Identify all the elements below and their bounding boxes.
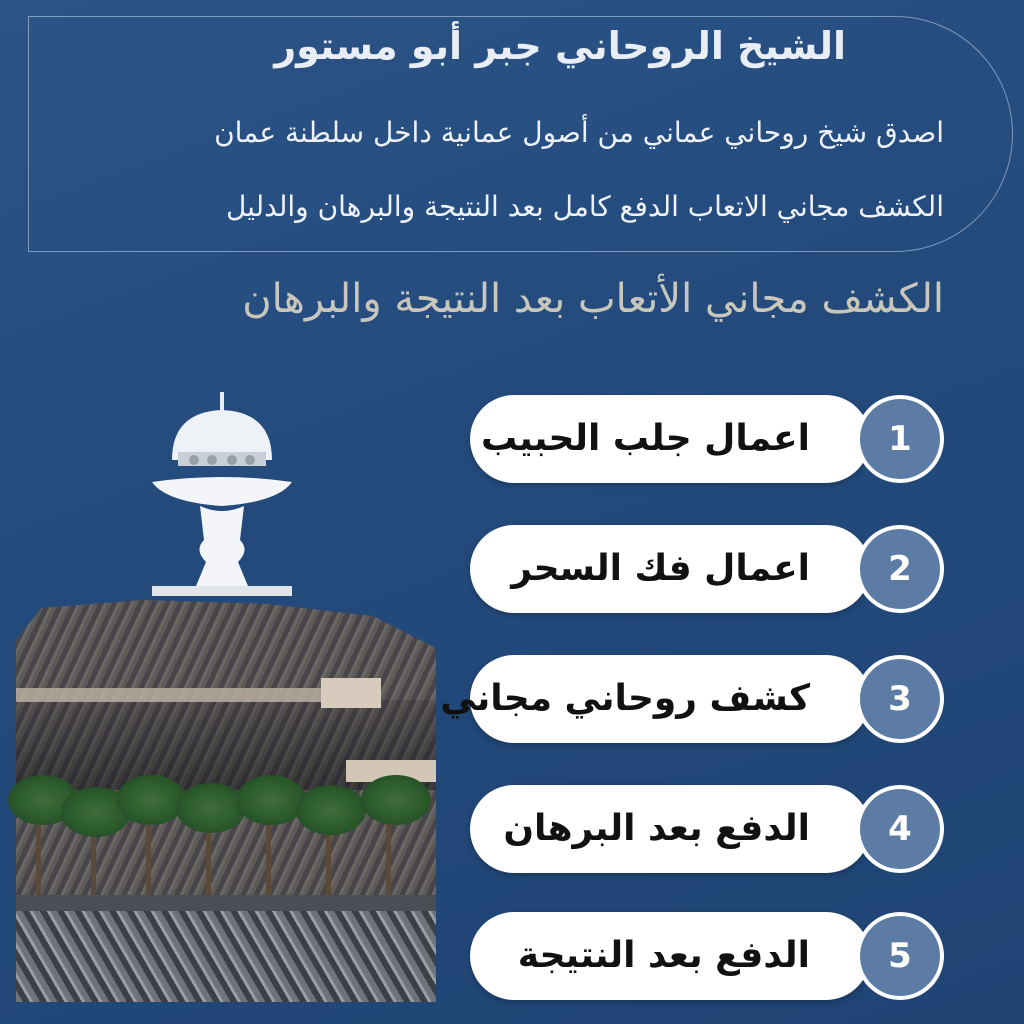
service-number-badge: 1 <box>856 395 944 483</box>
service-label: الدفع بعد النتيجة <box>517 935 810 976</box>
incense-burner-monument <box>152 390 292 610</box>
page-title: الشيخ الروحاني جبر أبو مستور <box>274 24 846 68</box>
palm-trees <box>16 775 436 895</box>
breakwater-rocks <box>16 911 436 1002</box>
service-label: اعمال فك السحر <box>511 548 810 589</box>
road <box>16 895 436 911</box>
service-number-badge: 2 <box>856 525 944 613</box>
muscat-landmark-photo <box>16 390 436 1002</box>
service-number-badge: 3 <box>856 655 944 743</box>
service-item-5 <box>470 912 946 1002</box>
service-pill <box>440 655 870 743</box>
service-pill <box>470 785 870 873</box>
service-pill <box>470 525 870 613</box>
small-building <box>321 678 381 708</box>
service-number-badge: 4 <box>856 785 944 873</box>
service-item-3 <box>440 655 946 745</box>
intro-line-2: الكشف مجاني الاتعاب الدفع كامل بعد النتيجة والبرهان والدليل <box>225 190 944 223</box>
service-label: الدفع بعد البرهان <box>503 808 810 849</box>
service-pill <box>470 395 870 483</box>
service-label: كشف روحاني مجاني <box>440 678 810 719</box>
service-item-1 <box>470 395 946 485</box>
service-item-2 <box>470 525 946 615</box>
service-number-badge: 5 <box>856 912 944 1000</box>
service-label: اعمال جلب الحبيب <box>481 418 810 459</box>
service-pill <box>470 912 870 1000</box>
intro-line-1: اصدق شيخ روحاني عماني من أصول عمانية داخل سلطنة عمان <box>214 116 944 149</box>
subtitle: الكشف مجاني الأتعاب بعد النتيجة والبرهان <box>242 276 944 322</box>
service-item-4 <box>470 785 946 875</box>
